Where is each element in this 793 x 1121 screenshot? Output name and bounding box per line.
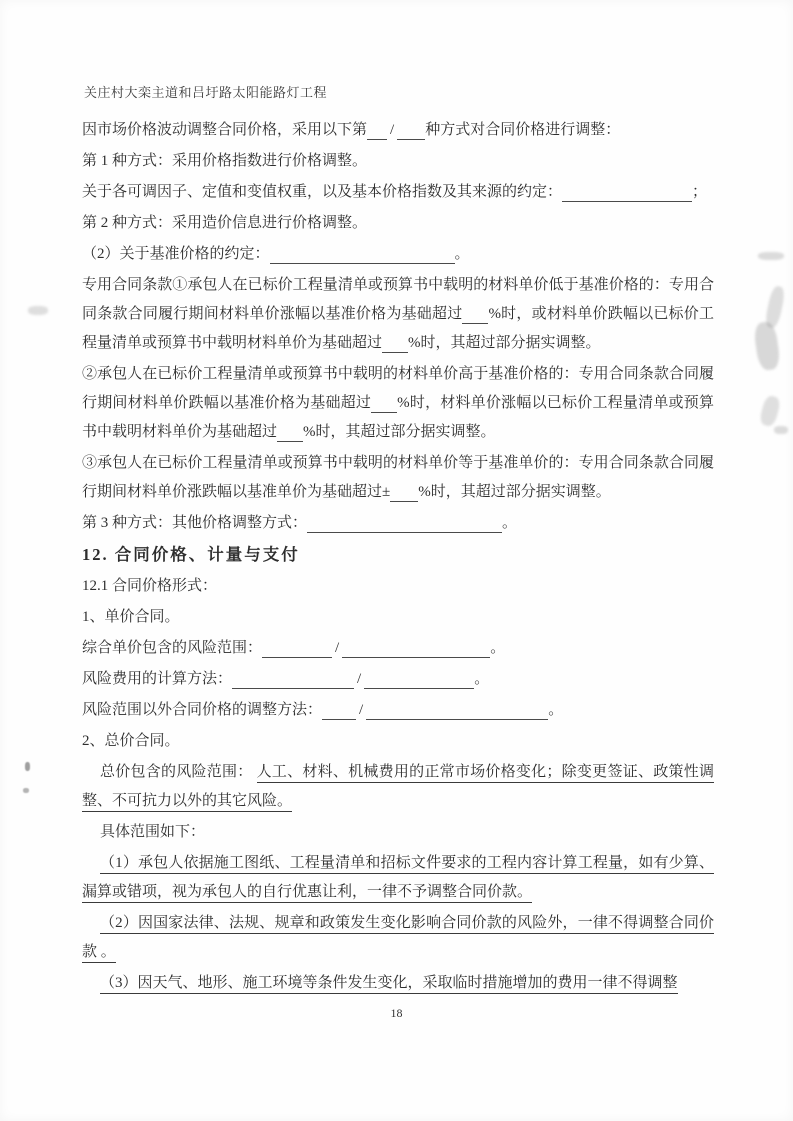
heading-section-12	[82, 540, 714, 569]
underlined-clause-text: 人工、材料、机械费用的正常市场价格变化；除变更签证、政策性调整、不可抗力以外的其它风险。	[82, 764, 714, 812]
para-risk-fee-calc	[82, 665, 714, 694]
fill-in-blank	[232, 670, 354, 689]
fill-in-blank	[270, 245, 455, 264]
text-run: 专用合同条款①承包人在已标价工程量清单或预算书中载明的材料单价低于基准价格的：专用合同条款合同履行期间材料单价涨幅以基准价格为基础超过	[82, 277, 714, 322]
para-12-1	[82, 572, 714, 601]
para-clause-1-below-benchmark	[82, 271, 714, 358]
text-run: ③承包人在已标价工程量清单或预算书中载明的材料单价等于基准单价的：专用合同条款合同履行期间材料单价涨跌幅以基准单价为基础超过±	[82, 455, 714, 500]
text-run: 。	[490, 640, 506, 656]
fill-in-blank	[364, 670, 474, 689]
para-method-1	[82, 147, 714, 176]
scan-artifact	[25, 762, 30, 771]
text-run: 第 1 种方式：采用价格指数进行价格调整。	[82, 153, 368, 169]
text-run: 因市场价格波动调整合同价格，采用以下第	[82, 122, 368, 138]
para-clause-3-equal-benchmark	[82, 449, 714, 507]
para-benchmark-price	[82, 240, 714, 269]
fill-in-blank	[371, 394, 397, 413]
slash-mark: /	[359, 702, 364, 718]
text-run: 。	[474, 671, 490, 687]
fill-in-blank	[322, 701, 356, 720]
para-adjustable-factors	[82, 178, 714, 207]
underlined-clause-text: （3）因天气、地形、施工环境等条件发生变化，采取临时措施增加的费用一律不得调整	[100, 975, 678, 994]
para-unit-price-risk-scope	[82, 634, 714, 663]
fill-in-blank	[262, 639, 332, 658]
slash-mark: /	[390, 122, 395, 138]
slash-mark: /	[335, 640, 340, 656]
para-unit-price-contract	[82, 603, 714, 632]
scan-artifact	[23, 788, 29, 793]
underlined-clause-text: （2）因国家法律、法规、规章和政策发生变化影响合同价款的风险外，一律不得调整合同价款 。	[82, 915, 714, 963]
text-run: 第 3 种方式：其他价格调整方式：	[82, 515, 308, 531]
text-run: 总价包含的风险范围：	[100, 764, 257, 780]
scan-artifact	[28, 306, 48, 315]
text-run: %时，其超过部分据实调整。	[303, 424, 496, 440]
text-run: 。	[548, 702, 564, 718]
page-number: 18	[390, 1006, 403, 1020]
para-clause-2-above-benchmark	[82, 360, 714, 447]
para-lump-sum-risk-scope	[82, 758, 714, 816]
scan-artifact	[753, 321, 781, 372]
para-specific-scope-label	[82, 818, 714, 847]
text-run: 具体范围如下：	[100, 824, 206, 840]
para-scope-item-2	[82, 909, 714, 967]
underlined-clause-text: （1）承包人依据施工图纸、工程量清单和招标文件要求的工程内容计算工程量，如有少算、漏算或错项，视为承包人的自行优惠让利，一律不予调整合同价款。	[82, 855, 714, 903]
text-run: ②承包人在已标价工程量清单或预算书中载明的材料单价高于基准价格的：专用合同条款合同履行期间材料单价跌幅以基准价格为基础超过	[82, 366, 714, 411]
text-run: 风险费用的计算方法：	[82, 671, 233, 687]
fill-in-blank	[277, 423, 303, 442]
text-run: 1、单价合同。	[82, 609, 180, 625]
fill-in-blank	[366, 701, 548, 720]
para-scope-item-3	[82, 969, 714, 998]
text-run: 综合单价包含的风险范围：	[82, 640, 263, 656]
fill-in-blank	[562, 183, 692, 202]
scan-artifact	[758, 394, 781, 427]
text-run: 2、总价合同。	[82, 733, 180, 749]
text-run: %时，材料单价涨幅以已标价工程量清单或预算书中载明材料单价为基础超过	[82, 395, 714, 440]
text-run: 风险范围以外合同价格的调整方法：	[82, 702, 323, 718]
text-run: 第 2 种方式：采用造价信息进行价格调整。	[82, 215, 368, 231]
text-run: 。	[502, 515, 518, 531]
para-scope-item-1	[82, 849, 714, 907]
fill-in-blank	[367, 121, 387, 140]
fill-in-blank	[307, 514, 502, 533]
para-market-price-adjust-intro	[82, 116, 714, 145]
text-run: 关于各可调因子、定值和变值权重，以及基本价格指数及其来源的约定：	[82, 184, 563, 200]
scan-artifact	[774, 426, 788, 434]
text-run: 12.1 合同价格形式：	[82, 578, 218, 594]
para-lump-sum-contract	[82, 727, 714, 756]
document-header-project-title: 关庄村大栾主道和吕圩路太阳能路灯工程	[84, 85, 328, 100]
scan-artifact	[758, 252, 784, 260]
text-run: %时，其超过部分据实调整。	[408, 335, 601, 351]
slash-mark: /	[357, 671, 362, 687]
fill-in-blank	[397, 121, 425, 140]
document-body	[82, 116, 714, 1000]
text-run: ；	[692, 184, 708, 200]
text-run: %时，其超过部分据实调整。	[418, 484, 611, 500]
para-method-2	[82, 209, 714, 238]
fill-in-blank	[342, 639, 490, 658]
text-run: %时，或材料单价跌幅以已标价工程量清单或预算书中载明材料单价为基础超过	[82, 306, 714, 351]
text-run: 种方式对合同价格进行调整：	[425, 122, 621, 138]
text-run: 。	[454, 246, 470, 262]
para-method-3	[82, 509, 714, 538]
fill-in-blank	[382, 334, 408, 353]
fill-in-blank	[390, 483, 418, 502]
fill-in-blank	[462, 305, 488, 324]
text-run: 12. 合同价格、计量与支付	[82, 545, 300, 564]
text-run: （2）关于基准价格的约定：	[82, 246, 270, 262]
para-out-of-scope-adjust	[82, 696, 714, 725]
